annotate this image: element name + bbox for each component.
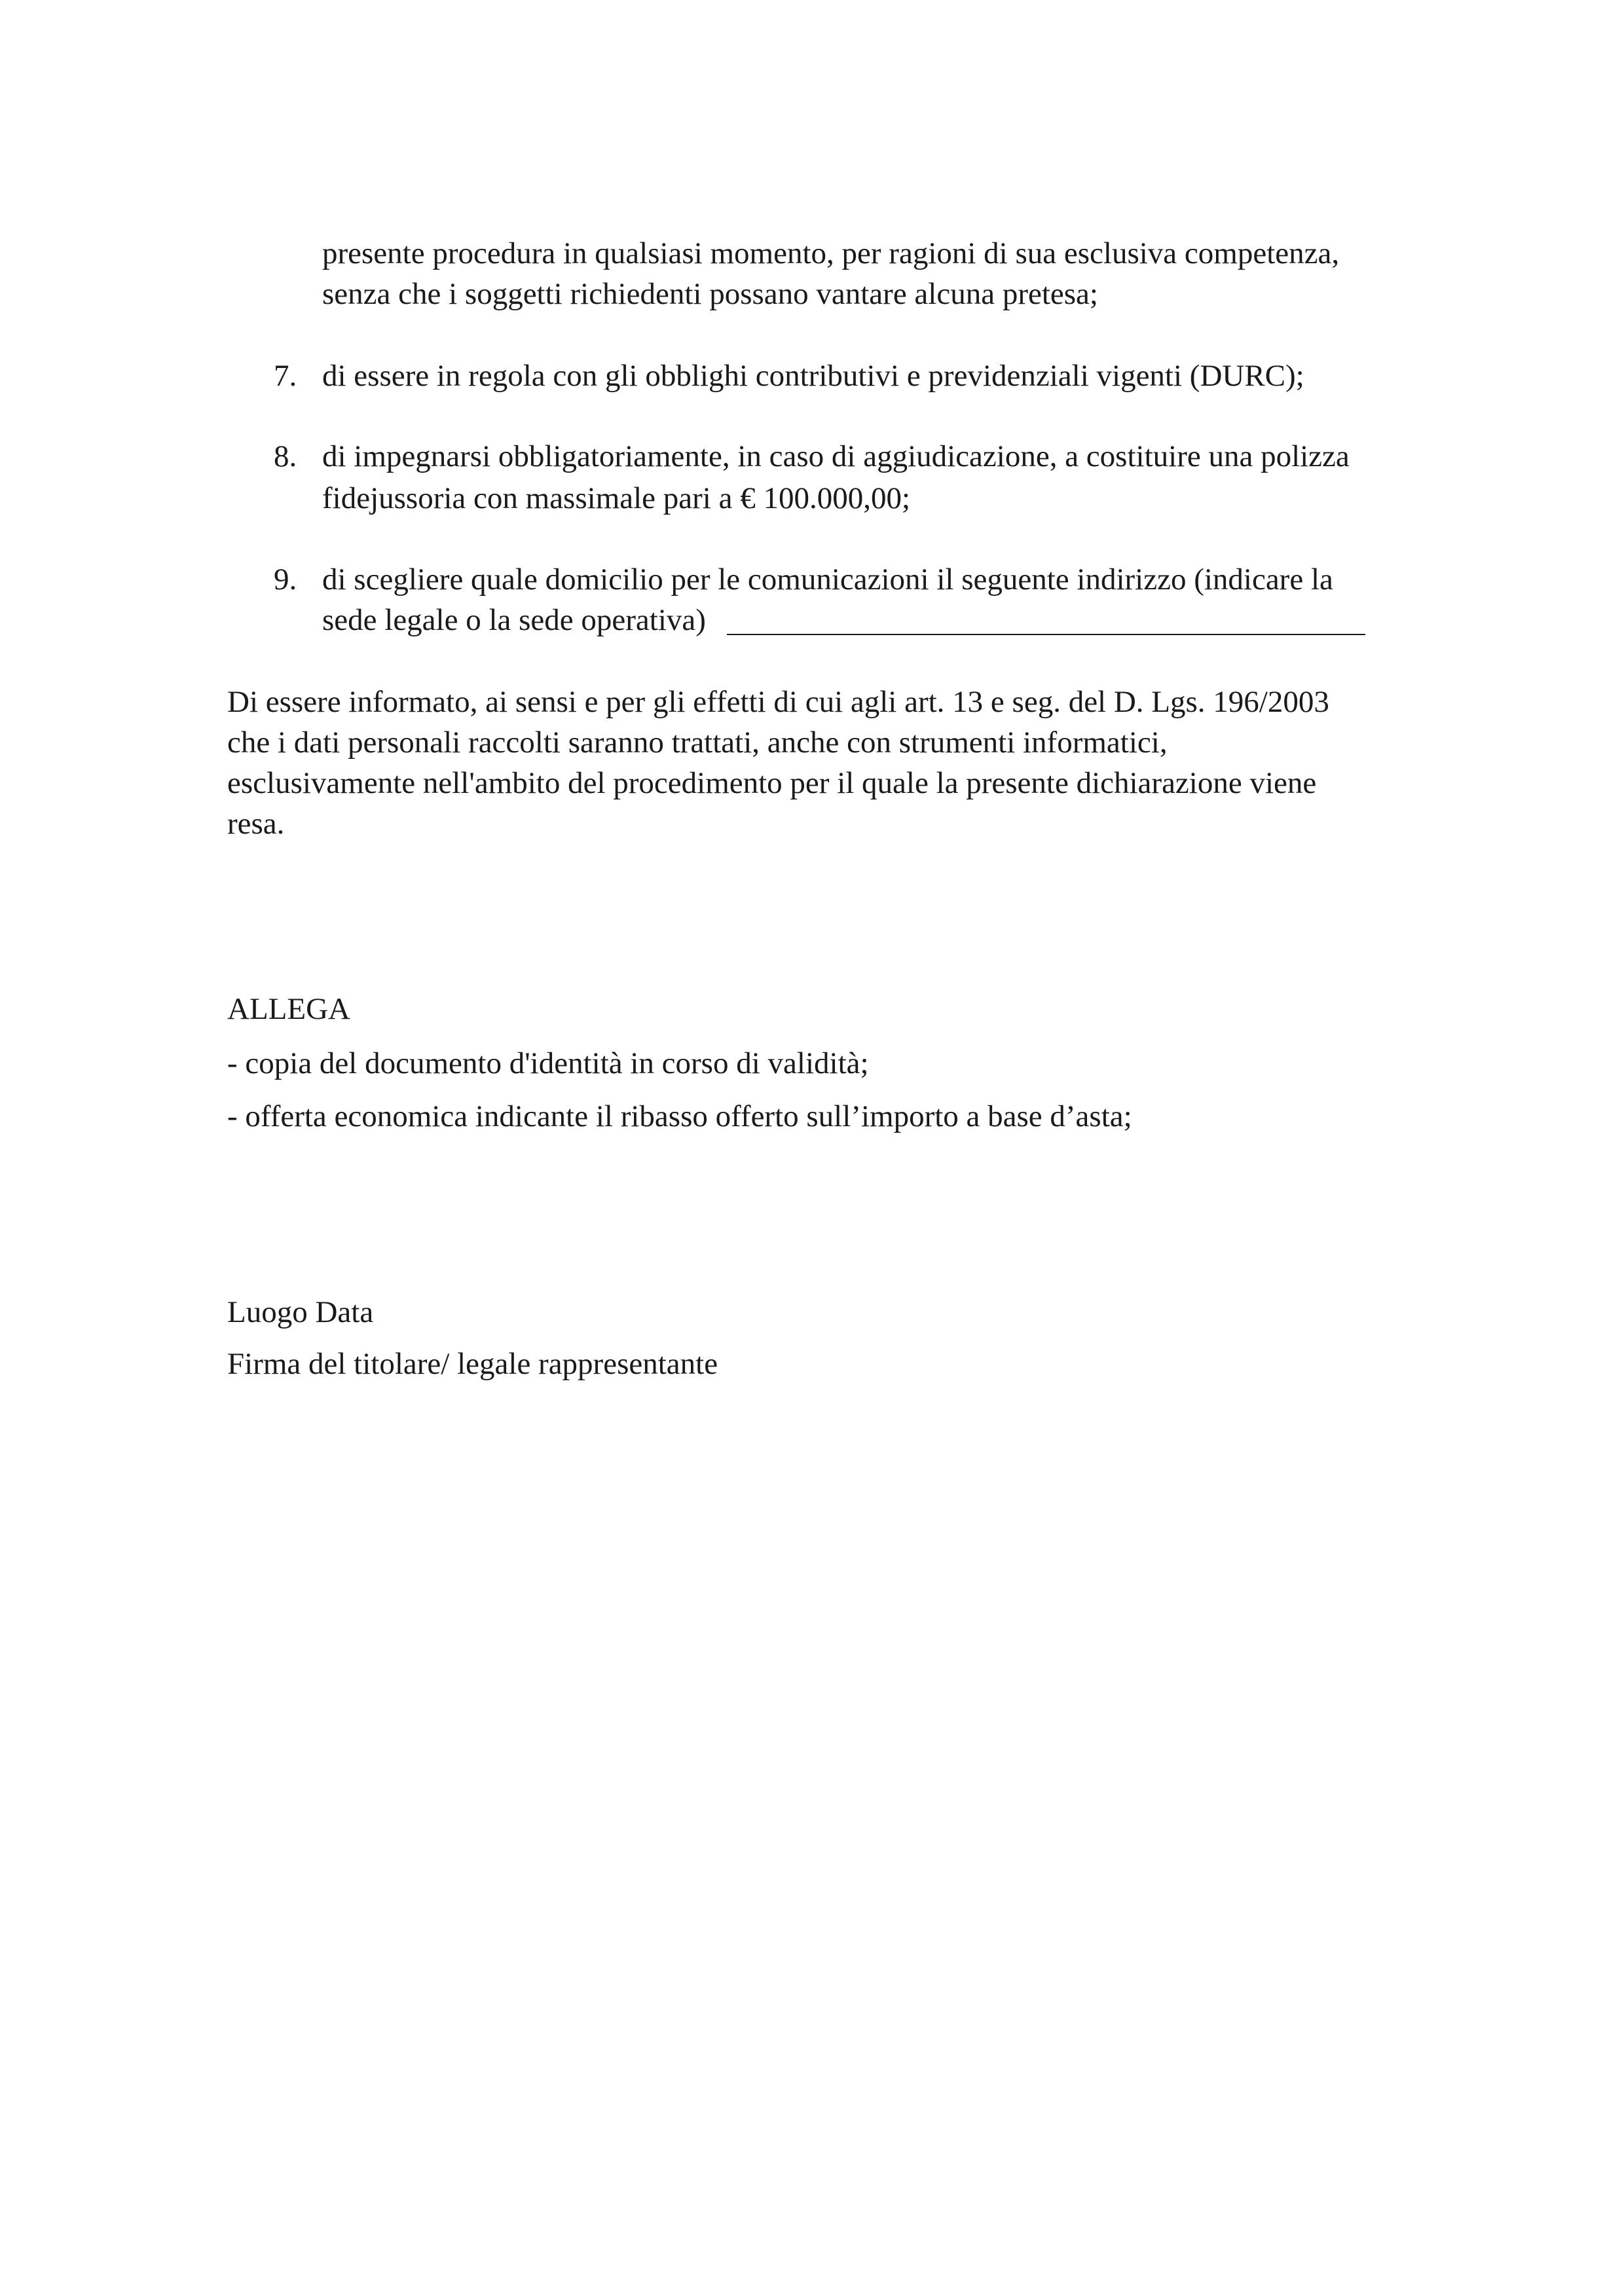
item-9-line-2: sede legale o la sede operativa) — [322, 603, 706, 637]
place-date-label: Luogo Data — [227, 1295, 374, 1329]
item-8-number: 8. — [274, 439, 297, 473]
allega-item-1: - copia del documento d'identità in corso di validità; — [227, 1046, 869, 1080]
continuation-line-1: presente procedura in qualsiasi momento, per ragioni di sua esclusiva competenza, — [322, 236, 1340, 270]
privacy-line-4: resa. — [227, 807, 285, 841]
privacy-line-1: Di essere informato, ai sensi e per gli effetti di cui agli art. 13 e seg. del D. Lgs. 196/2003 — [227, 685, 1329, 719]
item-8-line-1: di impegnarsi obbligatoriamente, in caso di aggiudicazione, a costituire una polizza — [322, 439, 1350, 473]
address-blank-line — [727, 634, 1365, 635]
continuation-line-2: senza che i soggetti richiedenti possano vantare alcuna pretesa; — [322, 277, 1098, 311]
signer-label: Firma del titolare/ legale rappresentante — [227, 1347, 718, 1381]
privacy-line-3: esclusivamente nell'ambito del procedimento per il quale la presente dichiarazione viene — [227, 766, 1317, 800]
allega-heading: ALLEGA — [227, 992, 350, 1026]
item-7-line-1: di essere in regola con gli obblighi contributivi e previdenziali vigenti (DURC); — [322, 359, 1304, 393]
allega-item-2: - offerta economica indicante il ribasso offerto sull’importo a base d’asta; — [227, 1099, 1132, 1133]
item-9-number: 9. — [274, 562, 297, 597]
item-8-line-2: fidejussoria con massimale pari a € 100.000,00; — [322, 481, 911, 515]
privacy-line-2: che i dati personali raccolti saranno trattati, anche con strumenti informatici, — [227, 725, 1168, 760]
item-9-line-1: di scegliere quale domicilio per le comunicazioni il seguente indirizzo (indicare la — [322, 562, 1333, 597]
item-7-number: 7. — [274, 359, 297, 393]
